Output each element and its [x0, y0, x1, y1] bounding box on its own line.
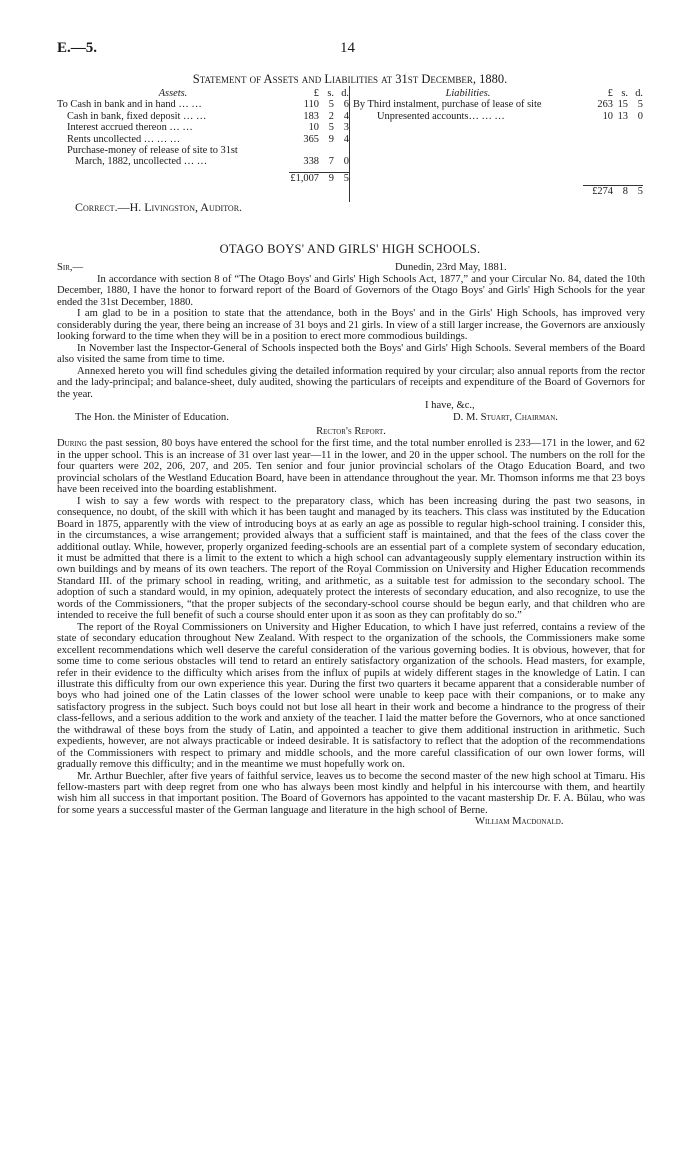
liabilities-heading: Liabilities. — [445, 88, 491, 99]
assets-heading: Assets. — [158, 88, 188, 99]
liability-row: By Third instalment, purchase of lease of site 263 15 5 — [353, 99, 643, 111]
place-date: Dunedin, 23rd May, 1881. — [395, 262, 507, 273]
asset-row: March, 1882, uncollected … … 338 7 0 — [75, 156, 349, 168]
section-reference: E.—5. — [57, 40, 98, 56]
addressee: The Hon. the Minister of Education. — [75, 411, 229, 423]
report-paragraph: The report of the Royal Commissioners on University and Higher Education, to which I have just referred, contains a review of the state of secondary education throughout New Zealand. With respect to the organization of the schools, the Commissioners make some excellent recommendations which well deserve the careful consideration of the various governing bodies. It is obvious, however, that for some time to come serious obstacles will tend to retard an entirely satisfactory organization of the schools. Head masters, for example, refer in their evidence to the difficulty which arises from the influx of pupils at widely different stages in the knowledge of Latin. I can illustrate this difficulty from our own experience this year. During the first two quarters it became apparent that a considerable number of boys who had joined one of the Latin classes of the lower school were unable to keep pace with their companions, or to make any satisfactory progress in the subject. Such boys could not but lose all heart in their work and become a hindrance to the progress of their class-fellows, and a serious addition to the work and anxiety of the teacher. I laid the matter before the Governors, who at once sanctioned the withdrawal of these boys from the study of Latin, and appointed a teacher to give them additional instruction in arithmetic. Such expedients, however, are not always practicable or indeed desirable. It is satisfactory to reflect that the adoption of the recommendations of the Commissioners with respect to primary and middle schools, and the more careful classification of our own lower forms, will gradually remove this difficulty; and in the meantime we must hopefully work on. — [57, 621, 645, 771]
pound-head: £ — [313, 88, 319, 99]
column-divider — [349, 86, 350, 202]
report-lead-word: During — [57, 438, 87, 450]
shilling-head: s. — [621, 88, 628, 99]
rector-signature: William Macdonald. — [475, 816, 564, 828]
assets-total: £1,007 9 5 — [290, 173, 349, 185]
page-number: 14 — [340, 40, 355, 56]
chairman-signature: D. M. Stuart, Chairman. — [453, 411, 558, 423]
asset-row: To Cash in bank and in hand … … 110 5 6 — [57, 99, 349, 111]
asset-row: Cash in bank, fixed deposit … … 183 2 4 — [67, 110, 349, 122]
liabilities-total: £274 8 5 — [353, 185, 643, 197]
report-paragraph: I wish to say a few words with respect to the preparatory class, which has been increasing during the past two seasons, in consequence, no doubt, of the skill with which it has been taught and managed by its teachers. This class was instituted by the Education Board in 1875, apparently with the view of introducing boys at as early an age as possible to regular high-school training. I consider this, in the circumstances, a wise arrangement; provided always that a sufficient staff is maintained, and that the fees of the class cover the additional outlay. While, however, properly organized feeding-schools are an essential part of a complete system of secondary education, it must be admitted that there is a limit to the extent to which a high school can advantageously supply elementary instruction within its own buildings and by means of its own teachers. The report of the Royal Commission on University and Higher Education recommends Standard III. of the primary school in reading, writing, and arithmetic, as a suitable test for admission to the secondary school. The adoption of such a standard would, in my opinion, adequately protect the interests of secondary education, and also recognize, to use the words of the Commissioners, “that the proper subjects of the secondary-school course should be begun early, and that children who are intended to receive the full benefit of such a course should enter upon it as soon as they can profitably do so.” — [57, 495, 645, 622]
assets-table — [57, 88, 349, 185]
letter-title: OTAGO BOYS' AND GIRLS' HIGH SCHOOLS. — [219, 242, 481, 256]
report-title: Rector's Report. — [316, 425, 386, 437]
auditor-certification: Correct.—H. Livingston, Auditor. — [75, 200, 243, 214]
closing: I have, &c., — [425, 399, 475, 411]
letter-paragraph: I am glad to be in a position to state that the attendance, both in the Boys' and in the Girls' High Schools, has improved very considerably during the year, there being an increase of 31 boys and 21 girls. In view of a still larger increase, the Governors are anxiously looking forward to the time when they will be in a position to erect more commodious buildings. — [57, 308, 645, 343]
letter-paragraph: In accordance with section 8 of “The Otago Boys' and Girls' High Schools Act, 1877,” and your Circular No. 84, dated the 10th December, 1880, I have the honor to forward report of the Board of Governors of the Otago Boys' and Girls' High Schools for the year ended the 31st December, 1880. — [57, 274, 645, 308]
report-paragraph: Mr. Arthur Buechler, after five years of faithful service, leaves us to become the second master of the new high school at Timaru. His fellow-masters part with deep regret from one who has always been most kindly and helpful in his intercourse with them, and heartily wish him all success in that important position. The Board of Governors has appointed to the vacant mastership Dr. F. A. Bülau, who was for some years a successful master of the German language and literature in the high school of Berne. — [57, 770, 645, 816]
shilling-head: s. — [327, 88, 334, 99]
liabilities-table — [353, 88, 643, 197]
letter-paragraph: Annexed hereto you will find schedules giving the detailed information required by your circular; also annual reports from the rector and the lady-principal; and balance-sheet, duly audited, showing the particulars of receipts and expenditure of the Board of Governors for the year. — [57, 365, 645, 400]
letter-body — [57, 262, 645, 828]
letter-paragraph: In November last the Inspector-General of Schools inspected both the Boys' and Girls' High Schools. Several members of the Board also visited the same from time to time. — [57, 342, 645, 366]
salutation: Sir,— — [57, 262, 84, 273]
pence-head: d. — [341, 88, 349, 99]
asset-row: Purchase-money of release of site to 31st — [67, 145, 238, 157]
liability-row: Unpresented accounts… … … 10 13 0 — [377, 110, 643, 122]
pound-head: £ — [607, 88, 613, 99]
asset-row: Rents uncollected … … … 365 9 4 — [67, 133, 349, 145]
pence-head: d. — [635, 88, 643, 99]
asset-row: Interest accrued thereon … … 10 5 3 — [67, 122, 349, 134]
statement-title: Statement of Assets and Liabilities at 31st December, 1880. — [192, 72, 508, 86]
report-paragraph: During the past session, 80 boys have entered the school for the first time, and the total number enrolled is 233—171 in the lower, and 62 in the upper school. This is an increase of 31 over last year—11 in the lower, and 20 in the upper school. The numbers on the roll for the four quarters were 202, 206, 207, and 205. Ten senior and four junior provincial scholars of the Otago Education Board, and two provincial scholars of the Westland Education Board, have been in attendance throughout the year. Mr. Thomson informs me that 23 boys have been received into the boarding establishment. — [57, 438, 645, 496]
